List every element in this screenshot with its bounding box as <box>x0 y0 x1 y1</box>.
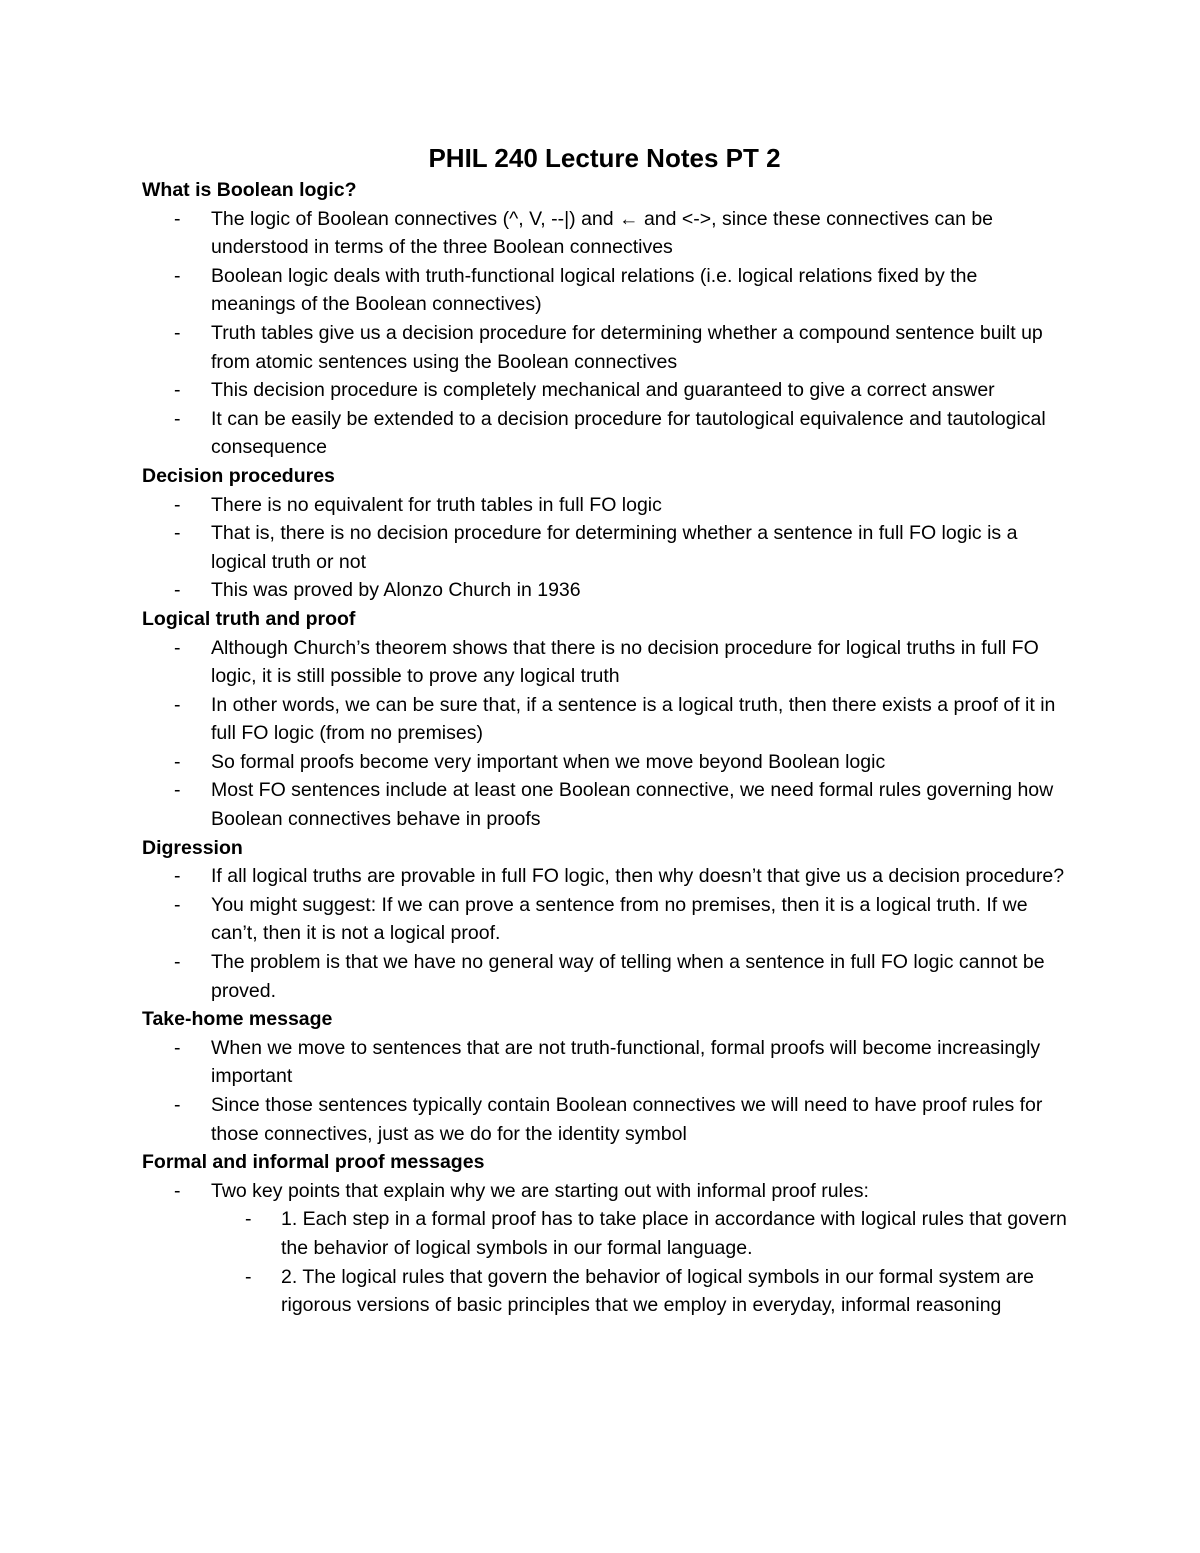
dash-bullet: - <box>174 1094 181 1116</box>
section-heading: Formal and informal proof messages <box>142 1151 485 1174</box>
dash-bullet: - <box>174 321 181 344</box>
list-item <box>142 948 1067 1005</box>
list-item <box>142 634 1067 691</box>
list-item <box>142 1177 1067 1320</box>
section-what-is-boolean-logic <box>142 176 1067 462</box>
list-item <box>142 576 1067 605</box>
list-item <box>142 491 1067 520</box>
list-item <box>142 205 1067 262</box>
dash-bullet: - <box>245 1265 252 1288</box>
section-digression <box>142 834 1067 1006</box>
section-heading: Take-home message <box>142 1008 333 1031</box>
list-item <box>142 319 1067 376</box>
list-item-text: So formal proofs become very important when we move beyond Boolean logic <box>211 750 886 773</box>
section-formal-and-informal-proof-messages <box>142 1148 1067 1320</box>
dash-bullet: - <box>174 636 181 659</box>
list-item-text: When we move to sentences that are not truth-functional, formal proofs will become increasingly important <box>211 1036 1041 1088</box>
list-item <box>142 1091 1067 1148</box>
list-item <box>142 691 1067 748</box>
bullet-list <box>142 491 1067 605</box>
list-item-text: Most FO sentences include at least one Boolean connective, we need formal rules governing how Boolean connectives behave in proofs <box>211 779 1054 831</box>
dash-bullet: - <box>245 1208 252 1231</box>
sub-list-item-text: 2. The logical rules that govern the behavior of logical symbols in our formal system are rigorous versions of basic principles that we employ in everyday, informal reasoning <box>281 1265 1034 1317</box>
dash-bullet: - <box>174 207 181 230</box>
list-item-text: That is, there is no decision procedure for determining whether a sentence in full FO logic is a logical truth or not <box>211 522 1018 573</box>
section-heading: Logical truth and proof <box>142 607 356 630</box>
dash-bullet: - <box>174 1179 181 1202</box>
list-item-text: It can be easily be extended to a decision procedure for tautological equivalence and tautological consequence <box>211 407 1046 459</box>
dash-bullet: - <box>174 493 181 516</box>
list-item-text: Truth tables give us a decision procedure for determining whether a compound sentence built up from atomic sentences using the Boolean connectives <box>211 321 1043 373</box>
dash-bullet: - <box>174 407 181 430</box>
list-item-text: Two key points that explain why we are starting out with informal proof rules: <box>211 1179 869 1202</box>
bullet-list <box>142 634 1067 834</box>
section-take-home-message <box>142 1005 1067 1148</box>
dash-bullet: - <box>174 1036 181 1059</box>
list-item <box>142 862 1067 891</box>
sub-list-item <box>211 1263 1067 1320</box>
list-item-text: This decision procedure is completely mechanical and guaranteed to give a correct answer <box>211 379 995 402</box>
sub-list-item <box>211 1205 1067 1262</box>
list-item-text: You might suggest: If we can prove a sentence from no premises, then it is a logical truth. If we can’t, then it is not a logical proof. <box>211 893 1028 945</box>
list-item-text: Although Church’s theorem shows that there is no decision procedure for logical truths in full FO logic, it is still possible to prove any logical truth <box>211 636 1039 688</box>
list-item-text: In other words, we can be sure that, if a sentence is a logical truth, then there exists a proof of it in full FO logic (from no premises) <box>211 693 1056 745</box>
list-item <box>142 405 1067 462</box>
list-item <box>142 891 1067 948</box>
dash-bullet: - <box>174 779 181 802</box>
section-logical-truth-and-proof <box>142 605 1067 834</box>
section-heading: What is Boolean logic? <box>142 179 357 201</box>
list-item-text: Boolean logic deals with truth-functional logical relations (i.e. logical relations fixed by the meanings of the Boolean connectives) <box>211 264 978 316</box>
list-item-text: This was proved by Alonzo Church in 1936 <box>211 579 581 602</box>
dash-bullet: - <box>174 264 181 287</box>
bullet-list <box>142 1034 1067 1148</box>
list-item <box>142 376 1067 405</box>
section-heading: Decision procedures <box>142 464 335 487</box>
list-item <box>142 519 1067 576</box>
list-item <box>142 1034 1067 1091</box>
bullet-list <box>142 862 1067 1005</box>
list-item-text: If all logical truths are provable in full FO logic, then why doesn’t that give us a decision procedure? <box>211 865 1065 888</box>
dash-bullet: - <box>174 579 181 602</box>
bullet-list <box>142 1177 1067 1320</box>
list-item <box>142 776 1067 833</box>
dash-bullet: - <box>174 693 181 716</box>
dash-bullet: - <box>174 951 181 974</box>
dash-bullet: - <box>174 522 181 545</box>
list-item-text: The problem is that we have no general way of telling when a sentence in full FO logic cannot be proved. <box>211 951 1045 1002</box>
document-page <box>142 140 1067 1320</box>
list-item-text: There is no equivalent for truth tables in full FO logic <box>211 493 662 516</box>
list-item-text: The logic of Boolean connectives (^, V, --|) and ← and <->, since these connectives can be understood in terms of the three Boolean connectives <box>211 207 994 259</box>
document-title: PHIL 240 Lecture Notes PT 2 <box>428 143 781 173</box>
section-heading: Digression <box>142 836 243 859</box>
list-item <box>142 748 1067 777</box>
dash-bullet: - <box>174 893 181 916</box>
dash-bullet: - <box>174 750 181 773</box>
dash-bullet: - <box>174 379 181 402</box>
list-item <box>142 262 1067 319</box>
bullet-list <box>142 205 1067 462</box>
sub-bullet-list <box>211 1205 1067 1319</box>
list-item-text: Since those sentences typically contain Boolean connectives we will need to have proof rules for those connectives, just as we do for the identity symbol <box>211 1094 1043 1145</box>
dash-bullet: - <box>174 865 181 888</box>
section-decision-procedures <box>142 462 1067 605</box>
sub-list-item-text: 1. Each step in a formal proof has to take place in accordance with logical rules that govern the behavior of logical symbols in our formal language. <box>281 1208 1067 1259</box>
